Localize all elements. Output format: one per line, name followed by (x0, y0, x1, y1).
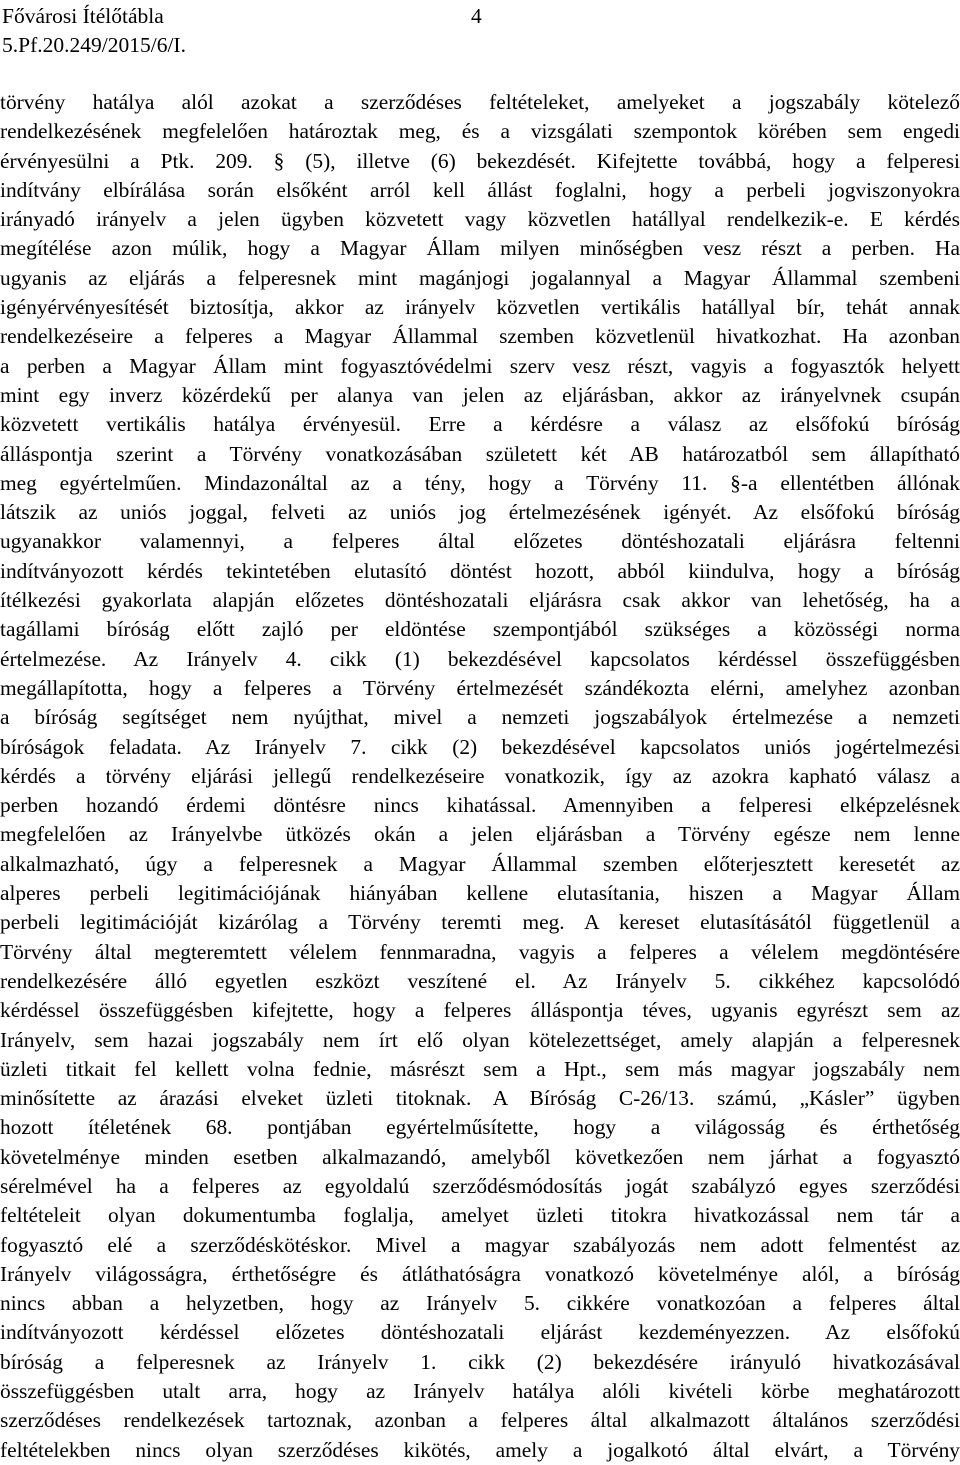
text-line: fogyasztó elé a szerződéskötéskor. Mivel a magyar szabályozás nem adott felmentést az (0, 1232, 960, 1257)
text-line: nincs abban a helyzetben, hogy az Irányelv 5. cikkére vonatkozóan a felperes által (0, 1291, 960, 1316)
text-line: megítélése azon múlik, hogy a Magyar Állam milyen minőségben vesz részt a perben. Ha (0, 236, 960, 261)
text-line: követelménye minden esetben alkalmazandó, amelyből következően nem járhat a fogyasztó (0, 1144, 960, 1169)
text-line: érvényesülni a Ptk. 209. § (5), illetve (6) bekezdését. Kifejtette továbbá, hogy a felperesi (0, 148, 960, 173)
text-line: perben hozandó érdemi döntésre nincs kihatással. Amennyiben a felperesi elképzelésnek (0, 793, 960, 818)
text-line: törvény hatálya alól azokat a szerződéses feltételeket, amelyeket a jogszabály kötelező (0, 90, 960, 114)
text-line: ítélkezési gyakorlata alapján előzetes döntéshozatali eljárásra csak akkor van lehetőség, ha a (0, 588, 960, 613)
text-line: mint egy inverz közérdekű per alanya van jelen az eljárásban, akkor az irányelvnek csupán (0, 382, 960, 407)
court-name: Fővárosi Ítélőtábla (2, 4, 164, 28)
text-line: ugyanakkor valamennyi, a felperes által előzetes döntéshozatali eljárásra feltenni (0, 529, 960, 554)
case-number: 5.Pf.20.249/2015/6/I. (2, 33, 186, 57)
text-line: perbeli legitimációját kizárólag a Törvény teremti meg. A kereset elutasításától függetlenül a (0, 910, 960, 935)
text-line: alkalmazható, úgy a felperesnek a Magyar Állammal szemben előterjesztett keresetét az (0, 851, 960, 876)
text-line: álláspontja szerint a Törvény vonatkozásában született két AB határozatból sem állapítható (0, 441, 960, 466)
text-line: kérdéssel összefüggésben kifejtette, hogy a felperes álláspontja téves, ugyanis egyrészt sem az (0, 998, 960, 1023)
text-line: indítványozott kérdéssel előzetes döntéshozatali eljárást kezdeményezzen. Az elsőfokú (0, 1320, 960, 1345)
text-line: bíróságok feladata. Az Irányelv 7. cikk (2) bekezdésével kapcsolatos uniós jogértelmezési (0, 734, 960, 759)
text-line: rendelkezéseire a felperes a Magyar Állammal szemben közvetlenül hivatkozhat. Ha azonban (0, 324, 960, 349)
text-line: összefüggésben utalt arra, hogy az Irányelv hatálya alóli kivételi körbe meghatározott (0, 1379, 960, 1404)
text-line: meg egyértelműen. Mindazonáltal az a tény, hogy a Törvény 11. §-a ellentétben állónak (0, 470, 960, 495)
text-line: a bíróság segítséget nem nyújthat, mivel a nemzeti jogszabályok értelmezése a nemzeti (0, 705, 960, 730)
text-line: bíróság a felperesnek az Irányelv 1. cikk (2) bekezdésére irányuló hivatkozásával (0, 1349, 960, 1374)
text-line: alperes perbeli legitimációjának hiányában kellene elutasítania, hiszen a Magyar Állam (0, 881, 960, 906)
text-line: feltételekben nincs olyan szerződéses kikötés, amely a jogalkotó által elvárt, a Törvény (0, 1437, 960, 1462)
text-line: sérelmével ha a felperes az egyoldalú szerződésmódosítás jogát szabályzó egyes szerződési (0, 1173, 960, 1198)
text-line: feltételeit olyan dokumentumba foglalja, amelyet üzleti titokra hivatkozással nem tár a (0, 1203, 960, 1228)
text-line: Irányelv, sem hazai jogszabály nem írt elő olyan kötelezettséget, amely alapján a felperesnek (0, 1027, 960, 1052)
document-body (0, 88, 960, 1465)
text-line: megfelelően az Irányelvbe ütközés okán a jelen eljárásban a Törvény egésze nem lenne (0, 822, 960, 847)
text-line: indítványozott kérdés tekintetében elutasító döntést hozott, abból kiindulva, hogy a bíróság (0, 558, 960, 583)
text-line: a perben a Magyar Állam mint fogyasztóvédelmi szerv vesz részt, vagyis a fogyasztók helyett (0, 353, 960, 378)
text-line: üzleti titkait fel kellett volna fednie, másrészt sem a Hpt., sem más magyar jogszabály nem (0, 1056, 960, 1081)
text-line: Irányelv világosságra, érthetőségre és átláthatóságra vonatkozó követelménye alól, a bíróság (0, 1261, 960, 1286)
text-line: szerződéses rendelkezések tartoznak, azonban a felperes által alkalmazott általános szerződési (0, 1408, 960, 1433)
text-line: irányadó irányelv a jelen ügyben közvetett vagy közvetlen hatállyal rendelkezik-e. E kérdés (0, 207, 960, 232)
text-line: igényérvényesítését biztosítja, akkor az irányelv közvetlen vertikális hatállyal bír, tehát annak (0, 295, 960, 320)
text-line: rendelkezésére álló egyetlen eszközt veszítené el. Az Irányelv 5. cikkéhez kapcsolódó (0, 968, 960, 993)
page-number: 4 (471, 4, 482, 28)
text-line: kérdés a törvény eljárási jellegű rendelkezéseire vonatkozik, így az azokra kapható válasz a (0, 763, 960, 788)
text-line: ugyanis az eljárás a felperesnek mint magánjogi jogalannyal a Magyar Állammal szembeni (0, 265, 960, 290)
text-line: látszik az uniós joggal, felveti az uniós jog értelmezésének igényét. Az elsőfokú bíróság (0, 500, 960, 525)
text-line: tagállami bíróság előtt zajló per eldöntése szempontjából szükséges a közösségi norma (0, 617, 960, 642)
text-line: hozott ítéletének 68. pontjában egyértelműsítette, hogy a világosság és érthetőség (0, 1115, 960, 1140)
text-line: Törvény által megteremtett vélelem fennmaradna, vagyis a felperes a vélelem megdöntésére (0, 939, 960, 964)
text-line: közvetett vertikális hatálya érvényesül. Erre a kérdésre a válasz az elsőfokú bíróság (0, 412, 960, 437)
text-line: rendelkezésének megfelelően határoztak meg, és a vizsgálati szempontok körében sem engedi (0, 119, 960, 144)
text-line: értelmezése. Az Irányelv 4. cikk (1) bekezdésével kapcsolatos kérdéssel összefüggésben (0, 646, 960, 671)
text-line: indítvány elbírálása során elsőként arról kell állást foglalni, hogy a perbeli jogviszonyokra (0, 177, 960, 202)
text-line: minősítette az árazási elveket üzleti titoknak. A Bíróság C-26/13. számú, „Kásler” ügyben (0, 1086, 960, 1111)
text-line: megállapította, hogy a felperes a Törvény értelmezését szándékozta elérni, amelyhez azonban (0, 675, 960, 700)
